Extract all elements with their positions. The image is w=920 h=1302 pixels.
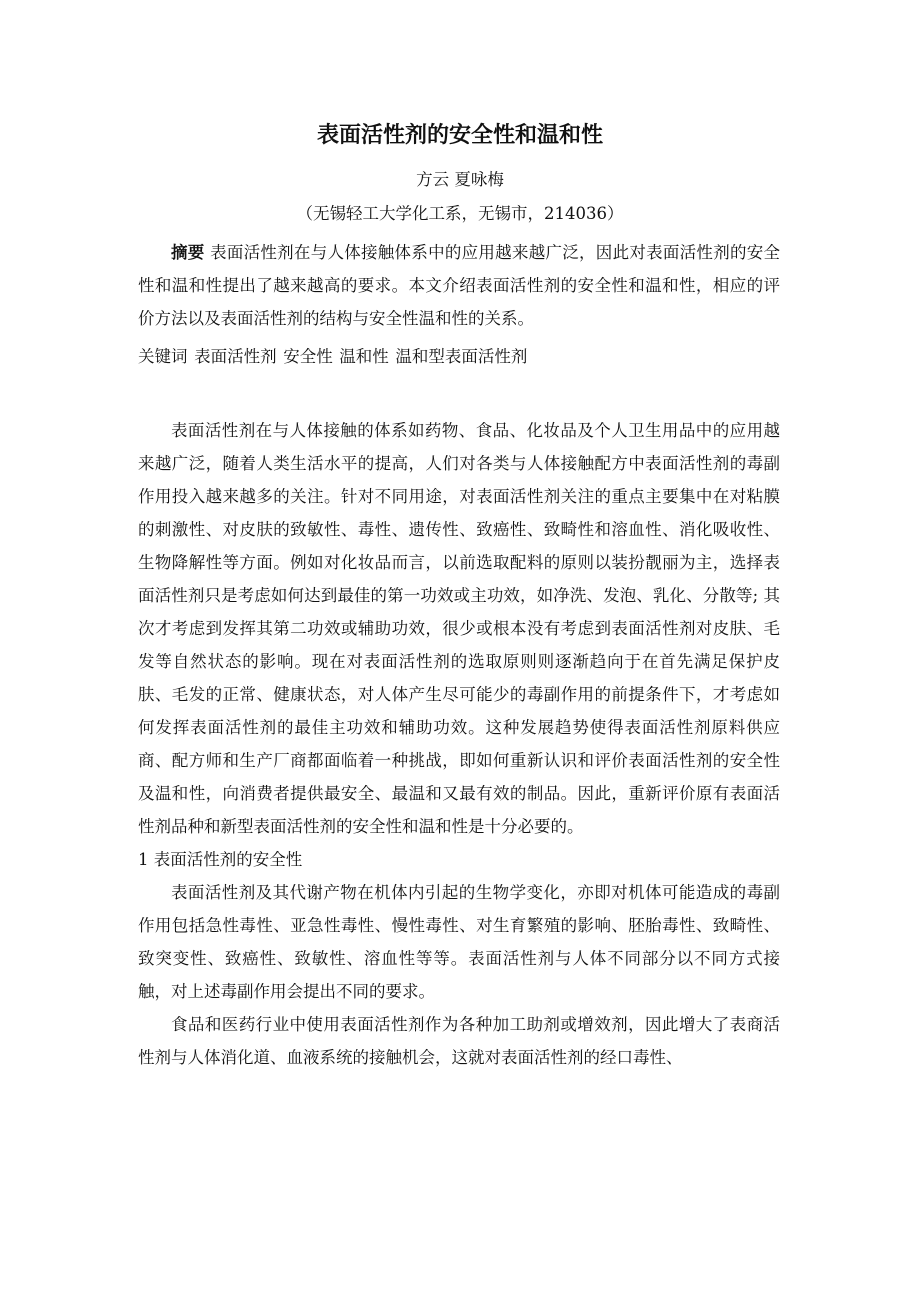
paper-title: 表面活性剂的安全性和温和性 (316, 123, 603, 148)
abstract (138, 236, 780, 335)
keywords-label: 关键词 (138, 347, 188, 366)
section1-paragraph-1: 表面活性剂及其代谢产物在机体内引起的生物学变化，亦即对机体可能造成的毒副作用包括急性毒性、亚急性毒性、慢性毒性、对生育繁殖的影响、胚胎毒性、致畸性、致突变性、致癌性、致敏性、溶血性等等。表面活性剂与人体不同部分以不同方式接触，对上述毒副作用会提出不同的要求。 (138, 883, 780, 1001)
body-text (138, 414, 780, 1074)
section1-paragraph-2: 食品和医药行业中使用表面活性剂作为各种加工助剂或增效剂，因此增大了表商活性剂与人体消化道、血液系统的接触机会，这就对表面活性剂的经口毒性、 (138, 1015, 780, 1067)
abstract-text: 表面活性剂在与人体接触体系中的应用越来越广泛，因此对表面活性剂的安全性和温和性提出了越来越高的要求。本文介绍表面活性剂的安全性和温和性，相应的评价方法以及表面活性剂的结构与安全性温和性的关系。 (138, 243, 781, 328)
keyword: 表面活性剂 (194, 347, 277, 366)
section-heading: 1 表面活性剂的安全性 (138, 850, 303, 869)
intro-paragraph: 表面活性剂在与人体接触的体系如药物、食品、化妆品及个人卫生用品中的应用越来越广泛，随着人类生活水平的提高，人们对各类与人体接触配方中表面活性剂的毒副作用投入越来越多的关注。针对不同用途，对表面活性剂关注的重点主要集中在对粘膜的刺激性、对皮肤的致敏性、毒性、遗传性、致癌性、致畸性和溶血性、消化吸收性、生物降解性等方面。例如对化妆品而言，以前选取配料的原则以装扮靓丽为主，选择表面活性剂只是考虑如何达到最佳的第一功效或主功效，如净洗、发泡、乳化、分散等; 其次才考虑到发挥其第二功效或辅助功效，很少或根本没有考虑到表面活性剂对皮肤、毛发等自然状态的影响。现在对表面活性剂的选取原则则逐渐趋向于在首先满足保护皮肤、毛发的正常、健康状态，对人体产生尽可能少的毒副作用的前提条件下，才考虑如何发挥表面活性剂的最佳主功效和辅助功效。这种发展趋势使得表面活性剂原料供应商、配方师和生产厂商都面临着一种挑战，即如何重新认识和评价表面活性剂的安全性及温和性，向消费者提供最安全、最温和又最有效的制品。因此，重新评价原有表面活性剂品种和新型表面活性剂的安全性和温和性是十分必要的。 (138, 421, 780, 836)
keywords (138, 340, 780, 373)
affiliation: （无锡轻工大学化工系，无锡市，214036） (296, 204, 624, 223)
keyword: 温和性 (339, 347, 389, 366)
abstract-label: 摘要 (171, 243, 205, 262)
keyword: 温和型表面活性剂 (395, 347, 528, 366)
authors: 方云 夏咏梅 (416, 170, 504, 189)
keyword: 安全性 (283, 347, 333, 366)
